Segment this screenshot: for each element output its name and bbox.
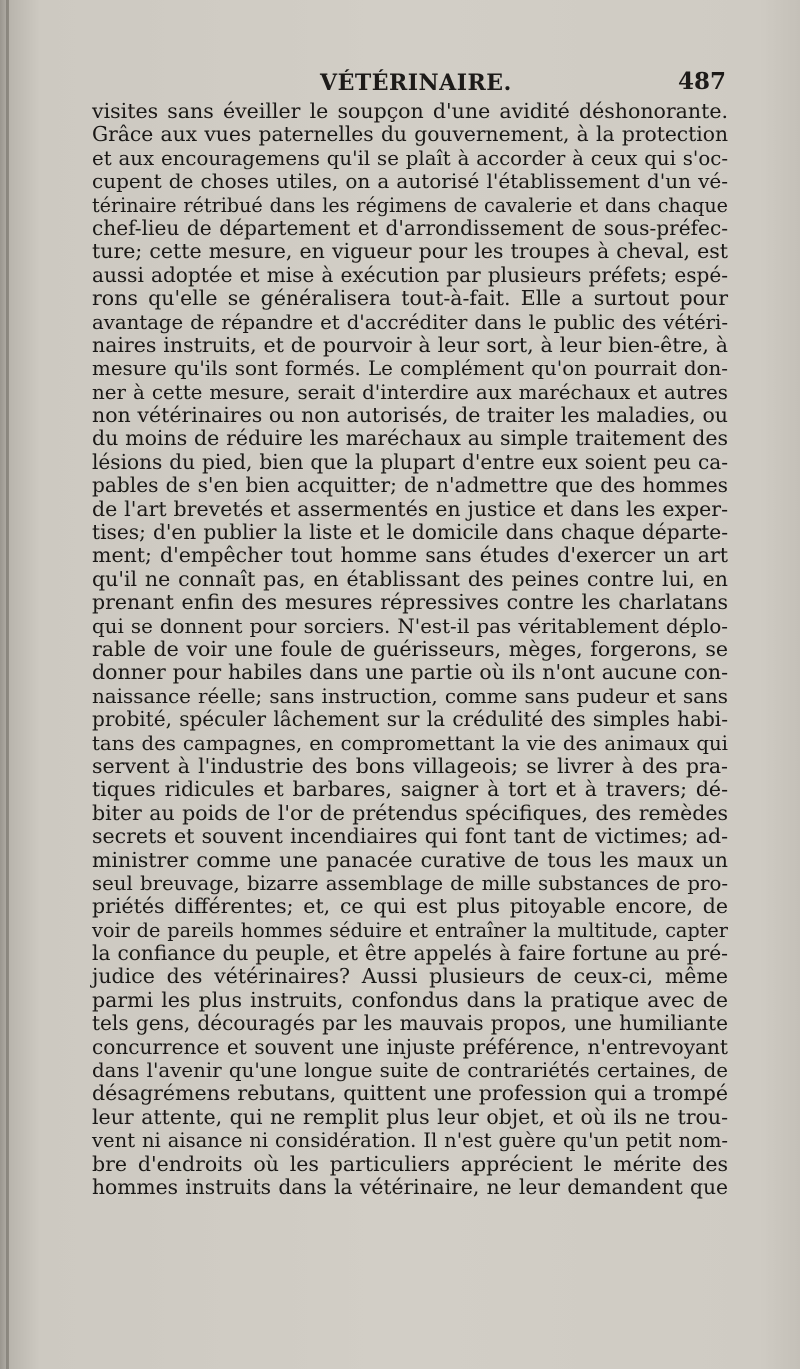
text-line: tans des campagnes, en compromettant la vie des animaux qui — [92, 731, 728, 755]
text-line: judice des vétérinaires? Aussi plusieurs de ceux-ci, même — [92, 964, 728, 989]
text-line: mesure qu'ils sont formés. Le complément qu'on pourrait don- — [92, 357, 728, 381]
text-line: de l'art brevetés et assermentés en justice et dans les exper- — [92, 496, 728, 521]
text-line: concurrence et souvent une injuste préférence, n'entrevoyant — [92, 1034, 728, 1059]
binding-gutter — [6, 0, 9, 1369]
text-line: tels gens, découragés par les mauvais propos, une humiliante — [92, 1011, 728, 1036]
text-line: seul breuvage, bizarre assemblage de mille substances de pro- — [92, 871, 728, 895]
text-line: vent ni aisance ni considération. Il n'est guère qu'un petit nom- — [92, 1129, 728, 1153]
text-line: dans l'avenir qu'une longue suite de contrariétés certaines, de — [92, 1059, 728, 1083]
text-line: rable de voir une foule de guérisseurs, mèges, forgerons, se — [92, 636, 728, 661]
text-line: lésions du pied, bien que la plupart d'entre eux soient peu ca- — [92, 449, 728, 474]
text-line: qui se donnent pour sorciers. N'est-il pas véritablement déplo- — [92, 614, 728, 638]
body-text — [92, 100, 728, 1199]
text-line: ner à cette mesure, serait d'interdire aux maréchaux et autres — [92, 380, 728, 404]
text-line: probité, spéculer lâchement sur la crédulité des simples habi- — [92, 707, 728, 732]
text-line: visites sans éveiller le soupçon d'une avidité déshonorante. — [92, 99, 728, 123]
text-line: bre d'endroits où les particuliers apprécient le mérite des — [92, 1151, 728, 1176]
text-line: tises; d'en publier la liste et le domicile dans chaque départe- — [92, 520, 728, 545]
text-line: naissance réelle; sans instruction, comme sans pudeur et sans — [92, 684, 728, 708]
text-line: secrets et souvent incendiaires qui font tant de victimes; ad- — [92, 824, 728, 849]
text-line: naires instruits, et de pourvoir à leur sort, à leur bien-être, à — [92, 332, 728, 357]
text-line: térinaire rétribué dans les régimens de cavalerie et dans chaque — [92, 193, 728, 217]
text-line: chef-lieu de département et d'arrondissement de sous-préfec- — [92, 215, 728, 240]
page-header — [92, 62, 732, 102]
text-line: voir de pareils hommes séduire et entraîner la multitude, capter — [92, 918, 728, 942]
text-line: Grâce aux vues paternelles du gouvernement, à la protection — [92, 122, 728, 147]
text-line: prenant enfin des mesures répressives contre les charlatans — [92, 590, 728, 615]
text-line: ture; cette mesure, en vigueur pour les troupes à cheval, est — [92, 239, 728, 264]
text-line: biter au poids de l'or de prétendus spécifiques, des remèdes — [92, 800, 728, 825]
text-line: ment; d'empêcher tout homme sans études d'exercer un art — [92, 543, 728, 568]
text-line: parmi les plus instruits, confondus dans la pratique avec de — [92, 987, 728, 1012]
text-line: pables de s'en bien acquitter; de n'admettre que des hommes — [92, 473, 728, 498]
text-line: ministrer comme une panacée curative de tous les maux un — [92, 847, 728, 872]
text-line: désagrémens rebutans, quittent une profession qui a trompé — [92, 1081, 728, 1106]
text-line: et aux encouragemens qu'il se plaît à accorder à ceux qui s'oc- — [92, 146, 728, 170]
text-line: rons qu'elle se généralisera tout-à-fait. Elle a surtout pour — [92, 286, 728, 311]
text-line: non vétérinaires ou non autorisés, de traiter les maladies, ou — [92, 403, 728, 428]
text-line: leur attente, qui ne remplit plus leur objet, et où ils ne trou- — [92, 1104, 728, 1129]
text-line: cupent de choses utiles, on a autorisé l'établissement d'un vé- — [92, 169, 728, 194]
running-head: VÉTÉRINAIRE. — [320, 70, 512, 96]
text-line: qu'il ne connaît pas, en établissant des peines contre lui, en — [92, 566, 728, 591]
text-line: priétés différentes; et, ce qui est plus pitoyable encore, de — [92, 894, 728, 919]
text-line: servent à l'industrie des bons villageois; se livrer à des pra- — [92, 753, 728, 778]
page-number: 487 — [677, 68, 726, 95]
text-line: du moins de réduire les maréchaux au simple traitement des — [92, 426, 728, 451]
text-line: hommes instruits dans la vétérinaire, ne leur demandent que — [92, 1174, 728, 1199]
text-line: avantage de répandre et d'accréditer dans le public des vétéri- — [92, 310, 728, 334]
text-line: aussi adoptée et mise à exécution par plusieurs préfets; espé- — [92, 262, 728, 287]
text-line: donner pour habiles dans une partie où ils n'ont aucune con- — [92, 660, 728, 685]
text-line: la confiance du peuple, et être appelés à faire fortune au pré- — [92, 941, 728, 966]
text-line: tiques ridicules et barbares, saigner à tort et à travers; dé- — [92, 777, 728, 802]
